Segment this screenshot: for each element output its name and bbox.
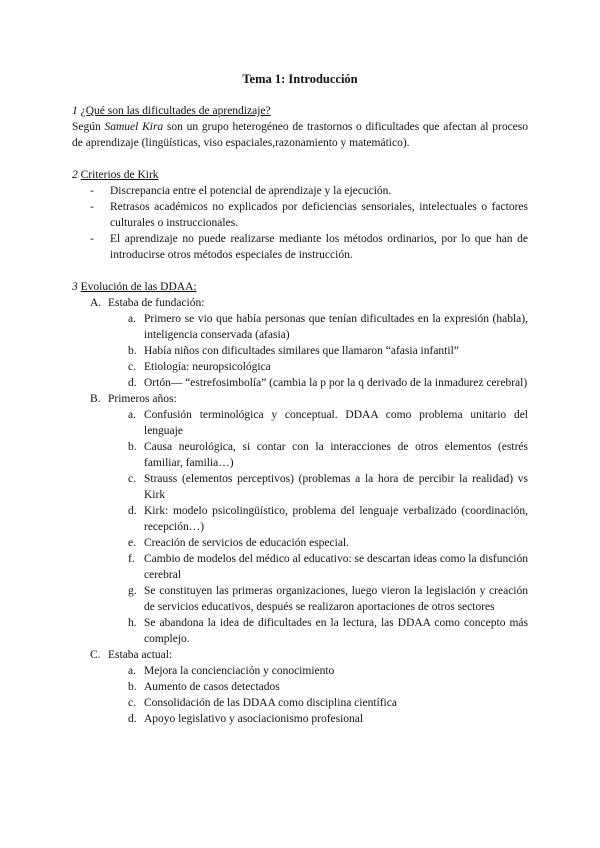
list-item-text: Causa neurológica, si contar con la interacciones de otros elementos (estrés familiar, familia…) bbox=[144, 441, 528, 469]
item-marker: b. bbox=[128, 345, 137, 357]
stage-marker: A. bbox=[90, 297, 102, 309]
evolution-list bbox=[72, 295, 528, 727]
item-marker: b. bbox=[128, 681, 137, 693]
author-name: Samuel Kira bbox=[104, 121, 164, 133]
list-item bbox=[72, 535, 528, 551]
item-marker: c. bbox=[128, 697, 136, 709]
list-item bbox=[72, 343, 528, 359]
list-item-text: Primero se vio que había personas que tenían dificultades en la expresión (habla), inteligencia conservada (afasia) bbox=[144, 313, 528, 341]
list-item bbox=[72, 663, 528, 679]
list-item bbox=[72, 695, 528, 711]
list-item-text: Cambio de modelos del médico al educativo: se descartan ideas como la disfunción cerebral bbox=[144, 553, 528, 581]
item-marker: d. bbox=[128, 505, 137, 517]
section-heading-text: ¿Qué son las dificultades de aprendizaje? bbox=[80, 105, 271, 117]
item-marker: d. bbox=[128, 377, 137, 389]
stage-items bbox=[72, 407, 528, 647]
list-item-text: Ortón— “estrefosimbolía” (cambia la p por la q derivado de la inmadurez cerebral) bbox=[144, 377, 528, 389]
item-marker: h. bbox=[128, 617, 137, 629]
list-item bbox=[72, 311, 528, 343]
dash-bullet: - bbox=[90, 233, 94, 245]
item-marker: a. bbox=[128, 665, 136, 677]
list-item bbox=[72, 503, 528, 535]
section-1-paragraph bbox=[72, 119, 528, 151]
list-item bbox=[72, 615, 528, 647]
stage-label: Estaba de fundación: bbox=[108, 297, 205, 309]
list-item-text: Consolidación de las DDAA como disciplina científica bbox=[144, 697, 397, 709]
item-marker: f. bbox=[128, 553, 135, 565]
section-heading-text: Evolución de las DDAA: bbox=[80, 281, 197, 293]
paragraph-text: Según bbox=[72, 121, 105, 133]
list-item-text: Discrepancia entre el potencial de aprendizaje y la ejecución. bbox=[110, 185, 392, 197]
list-item-text: Kirk: modelo psicolingüístico, problema del lenguaje verbalizado (coordinación, recepción…) bbox=[144, 505, 528, 533]
item-marker: e. bbox=[128, 537, 136, 549]
list-item-text: Creación de servicios de educación especial. bbox=[144, 537, 349, 549]
stage-items bbox=[72, 663, 528, 727]
section-3-heading bbox=[72, 279, 528, 295]
section-number: 1 bbox=[72, 105, 78, 117]
list-item-text: Aumento de casos detectados bbox=[144, 681, 280, 693]
list-item-text: El aprendizaje no puede realizarse mediante los métodos ordinarios, por lo que han de introducirse otros métodos especiales de instrucción. bbox=[110, 233, 528, 261]
stage-marker: B. bbox=[90, 393, 101, 405]
list-item bbox=[72, 471, 528, 503]
list-item-text: Retrasos académicos no explicados por deficiencias sensoriales, intelectuales o factores culturales o instruccionales. bbox=[110, 201, 528, 229]
list-item-text: Strauss (elementos perceptivos) (problemas a la hora de percibir la realidad) vs Kirk bbox=[144, 473, 528, 501]
list-item bbox=[72, 711, 528, 727]
stage-items bbox=[72, 311, 528, 391]
dash-bullet: - bbox=[90, 185, 94, 197]
section-heading-text: Criterios de Kirk bbox=[80, 169, 159, 181]
section-2-heading bbox=[72, 167, 528, 183]
item-marker: d. bbox=[128, 713, 137, 725]
list-item bbox=[72, 359, 528, 375]
evolution-stage bbox=[72, 295, 528, 311]
stage-label: Estaba actual: bbox=[108, 649, 173, 661]
list-item bbox=[72, 183, 528, 199]
list-item-text: Mejora la concienciación y conocimiento bbox=[144, 665, 335, 677]
item-marker: b. bbox=[128, 441, 137, 453]
list-item bbox=[72, 199, 528, 231]
list-item-text: Etiología: neuropsicológica bbox=[144, 361, 271, 373]
item-marker: c. bbox=[128, 361, 136, 373]
list-item bbox=[72, 439, 528, 471]
evolution-stage bbox=[72, 647, 528, 663]
item-marker: c. bbox=[128, 473, 136, 485]
list-item bbox=[72, 407, 528, 439]
dash-bullet: - bbox=[90, 201, 94, 213]
list-item bbox=[72, 551, 528, 583]
section-1-heading bbox=[72, 103, 528, 119]
item-marker: a. bbox=[128, 409, 136, 421]
list-item bbox=[72, 583, 528, 615]
list-item-text: Apoyo legislativo y asociacionismo profesional bbox=[144, 713, 364, 725]
list-item bbox=[72, 375, 528, 391]
paragraph-text: son un grupo heterogéneo de trastornos o dificultades que afectan al proceso de aprendizaje (lingüísticas, viso espaciales,razonamiento y matemático). bbox=[72, 121, 529, 149]
evolution-stage bbox=[72, 391, 528, 407]
list-item bbox=[72, 679, 528, 695]
stage-label: Primeros años: bbox=[108, 393, 177, 405]
section-number: 3 bbox=[72, 281, 78, 293]
list-item-text: Había niños con dificultades similares que llamaron “afasia infantil” bbox=[144, 345, 459, 357]
list-item-text: Confusión terminológica y conceptual. DDAA como problema unitario del lenguaje bbox=[144, 409, 528, 437]
section-number: 2 bbox=[72, 169, 78, 181]
stage-marker: C. bbox=[90, 649, 101, 661]
item-marker: g. bbox=[128, 585, 137, 597]
list-item-text: Se constituyen las primeras organizaciones, luego vieron la legislación y creación de servicios educativos, después se realizaron aportaciones de otros sectores bbox=[144, 585, 528, 613]
list-item-text: Se abandona la idea de dificultades en la lectura, las DDAA como concepto más complejo. bbox=[144, 617, 528, 645]
item-marker: a. bbox=[128, 313, 136, 325]
criteria-list bbox=[72, 183, 528, 263]
list-item bbox=[72, 231, 528, 263]
page-title: Tema 1: Introducción bbox=[242, 72, 358, 86]
